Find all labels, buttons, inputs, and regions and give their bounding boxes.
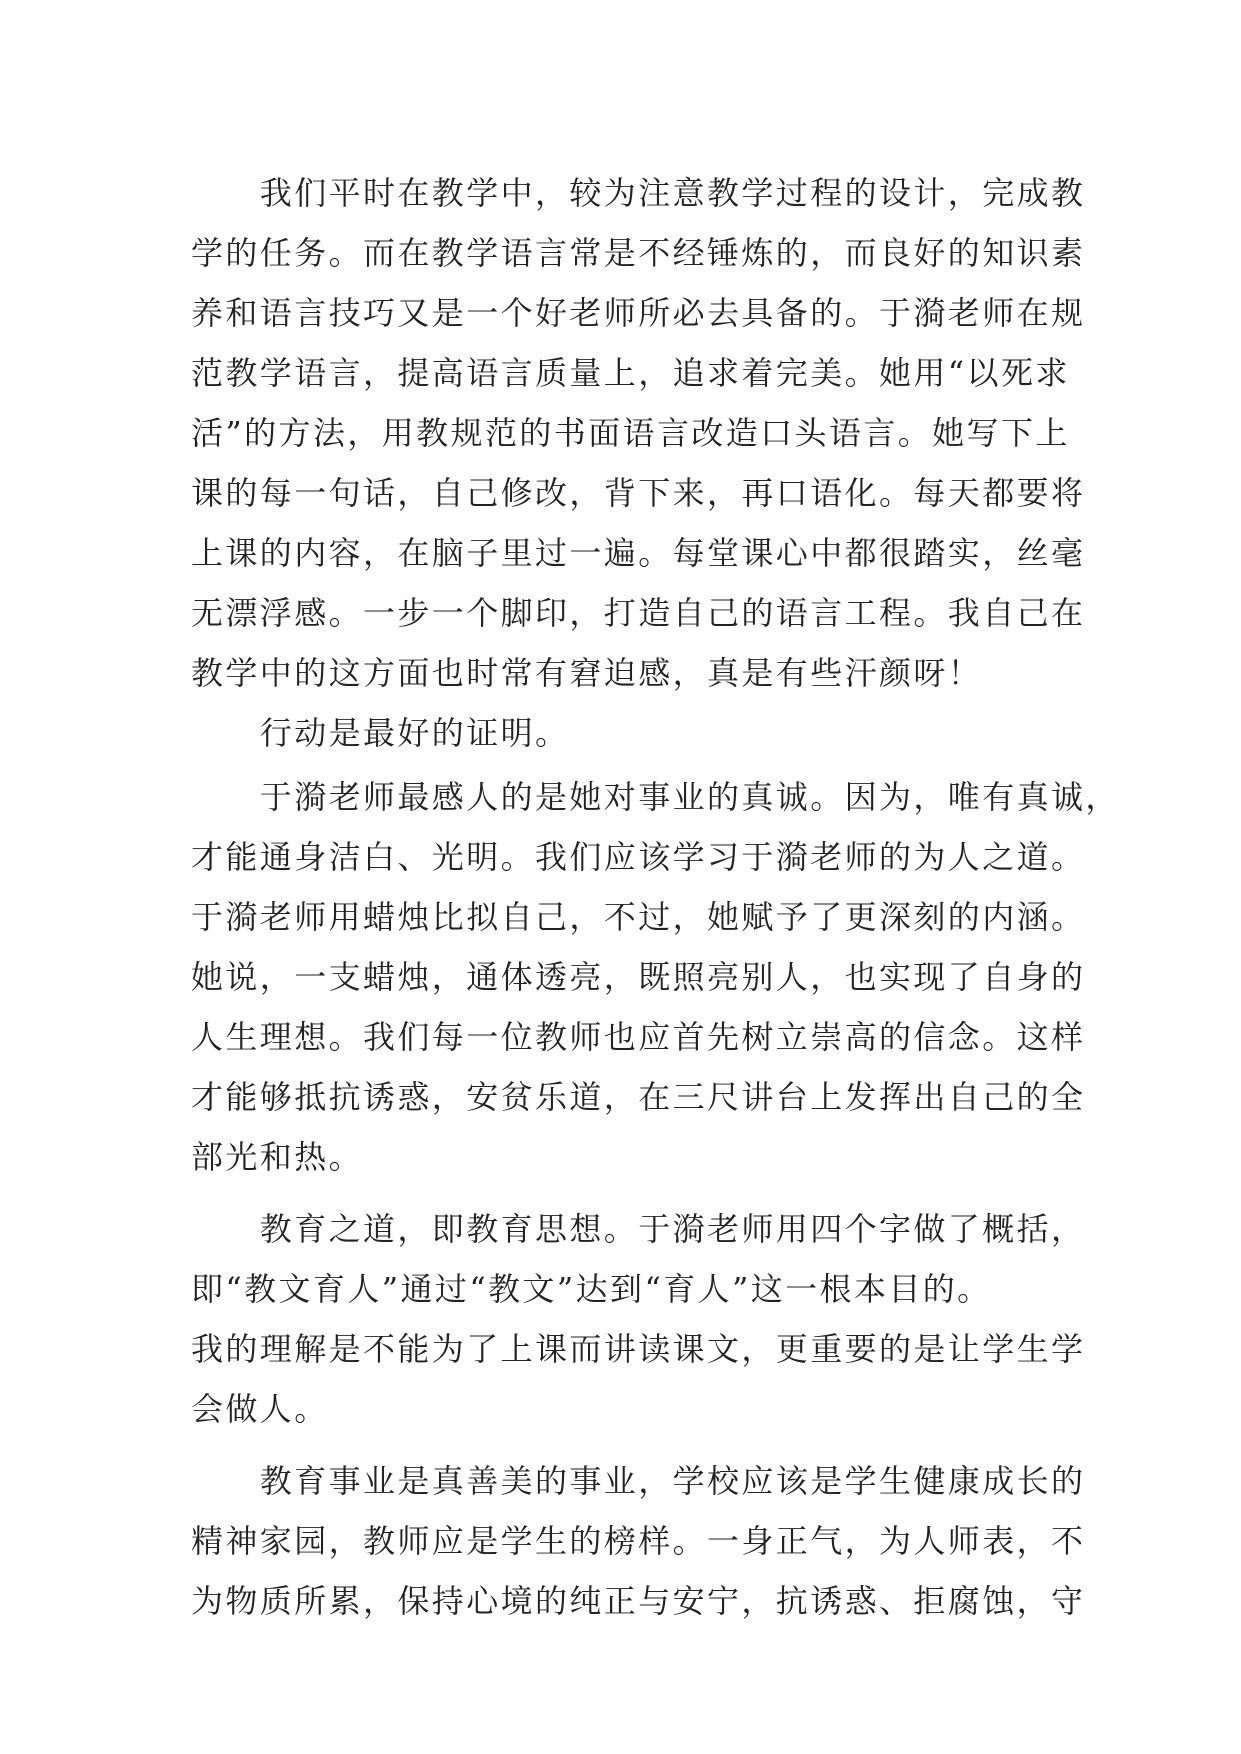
text-line: 养和语言技巧又是一个好老师所必去具备的。于漪老师在规 [191,294,1086,332]
text-line: 无漂浮感。一步一个脚印，打造自己的语言工程。我自己在 [191,594,1086,632]
text-line: 我的理解是不能为了上课而讲读课文，更重要的是让学生学 [191,1330,1086,1368]
paragraph [191,1451,1086,1631]
text-line: 为物质所累，保持心境的纯正与安宁，抗诱惑、拒腐蚀，守 [191,1582,1086,1620]
text-line: 部光和热。 [191,1138,364,1176]
text-line: 活”的方法，用教规范的书面语言改造口头语言。她写下上 [191,414,1070,452]
text-line: 即“教文育人”通过“教文”达到“育人”这一根本目的。 [191,1270,992,1308]
text-line: 才能通身洁白、光明。我们应该学习于漪老师的为人之道。 [191,838,1086,876]
text-line: 教育事业是真善美的事业，学校应该是学生健康成长的 [191,1462,1086,1500]
text-line: 范教学语言，提高语言质量上，追求着完美。她用“以死求 [191,354,1070,392]
text-line: 教学中的这方面也时常有窘迫感，真是有些汗颜呀！ [191,654,983,692]
text-line: 学的任务。而在教学语言常是不经锤炼的，而良好的知识素 [191,234,1086,272]
text-line: 才能够抵抗诱惑，安贫乐道，在三尺讲台上发挥出自己的全 [191,1078,1086,1116]
text-line: 精神家园，教师应是学生的榜样。一身正气，为人师表，不 [191,1522,1086,1560]
text-line: 上课的内容，在脑子里过一遍。每堂课心中都很踏实，丝毫 [191,534,1086,572]
text-line: 教育之道，即教育思想。于漪老师用四个字做了概括， [191,1210,1086,1248]
paragraph [191,163,1086,703]
text-line: 课的每一句话，自己修改，背下来，再口语化。每天都要将 [191,474,1086,512]
paragraph-spacer [191,1439,1047,1451]
paragraph [191,1199,1086,1439]
document-body [191,163,1120,1631]
text-line: 她说，一支蜡烛，通体透亮，既照亮别人，也实现了自身的 [191,958,1086,996]
text-line: 于漪老师最感人的是她对事业的真诚。因为，唯有真诚， [191,778,1120,816]
text-line: 我们平时在教学中，较为注意教学过程的设计，完成教 [191,174,1086,212]
text-line: 人生理想。我们每一位教师也应首先树立崇高的信念。这样 [191,1018,1086,1056]
text-line: 会做人。 [191,1390,329,1428]
paragraph [191,767,1120,1187]
text-line: 于漪老师用蜡烛比拟自己，不过，她赋予了更深刻的内涵。 [191,898,1086,936]
paragraph-spacer [191,1187,1047,1199]
text-line: 行动是最好的证明。 [191,714,570,752]
paragraph [191,703,1047,763]
